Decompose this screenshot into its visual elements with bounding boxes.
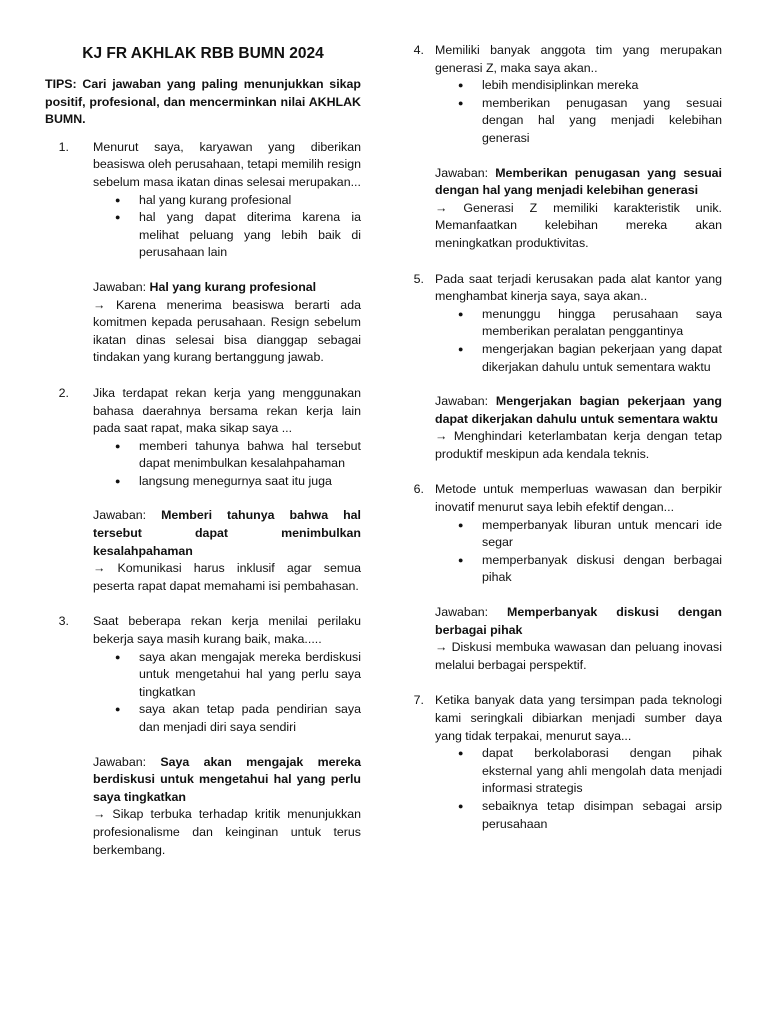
option-item: ● langsung menegurnya saat itu juga	[115, 473, 361, 491]
answer-block	[93, 507, 361, 595]
question-text: Menurut saya, karyawan yang diberikan beasiswa oleh perusahaan, tetapi memilih resign sebelum masa ikatan dinas selesai merupakan...	[93, 139, 361, 189]
bullet-icon: ●	[458, 748, 464, 759]
answer-label: Jawaban:	[93, 508, 147, 523]
answer-text: Memberikan penugasan yang sesuai dengan hal yang menjadi kelebihan generasi	[435, 165, 722, 198]
answer-text: Hal yang kurang profesional	[149, 279, 317, 294]
answer-label: Jawaban:	[435, 165, 489, 180]
question-text: Memiliki banyak anggota tim yang merupakan generasi Z, maka saya akan..	[435, 43, 722, 75]
question-item	[410, 481, 722, 674]
question-item	[45, 139, 361, 367]
answer-block	[435, 604, 722, 674]
answer-explanation: → Sikap terbuka terhadap kritik menunjukkan profesionalisme dan keinginan untuk terus berkembang.	[93, 807, 361, 857]
bullet-icon: ●	[115, 440, 121, 451]
bullet-icon: ●	[115, 651, 121, 662]
option-list	[45, 192, 361, 262]
bullet-icon: ●	[458, 800, 464, 811]
option-item: ● menunggu hingga perusahaan saya memberikan peralatan penggantinya	[458, 306, 722, 341]
option-item: ● mengerjakan bagian pekerjaan yang dapat dikerjakan dahulu untuk sementara waktu	[458, 341, 722, 376]
answer-text: Mengerjakan bagian pekerjaan yang dapat dikerjakan dahulu untuk sementara waktu	[435, 394, 722, 426]
answer-text: Saya akan mengajak mereka berdiskusi untuk mengetahui hal yang perlu saya tingkatkan	[93, 754, 361, 804]
bullet-icon: ●	[115, 475, 121, 486]
question-item	[410, 271, 722, 464]
option-list	[410, 306, 722, 376]
answer-explanation: → Generasi Z memiliki karakteristik unik. Memanfaatkan kelebihan mereka akan meningkatkan produktivitas.	[435, 200, 722, 250]
option-item: ● memberikan penugasan yang sesuai dengan hal yang menjadi kelebihan generasi	[458, 95, 722, 148]
bullet-icon: ●	[458, 554, 464, 565]
question-text: Metode untuk memperluas wawasan dan berpikir inovatif menurut saya lebih efektif dengan...	[435, 482, 722, 515]
question-number: 4.	[413, 43, 424, 57]
option-item: ● lebih mendisiplinkan mereka	[458, 77, 722, 95]
option-item: ● saya akan tetap pada pendirian saya dan menjadi diri saya sendiri	[115, 701, 361, 736]
option-list	[45, 438, 361, 491]
answer-explanation: → Karena menerima beasiswa berarti ada komitmen kepada perusahaan. Resign sebelum ikatan dinas selesai bisa dianggap sebagai tindakan yang kurang bertanggung jawab.	[93, 297, 361, 365]
question-item	[410, 692, 722, 833]
answer-label: Jawaban:	[435, 605, 489, 620]
bullet-icon: ●	[458, 97, 464, 108]
question-number: 1.	[58, 139, 69, 154]
bullet-icon: ●	[458, 80, 464, 91]
option-item: ● dapat berkolaborasi dengan pihak eksternal yang ahli mengolah data menjadi informasi strategis	[458, 745, 722, 798]
answer-explanation: → Komunikasi harus inklusif agar semua peserta rapat dapat memahami isi pembahasan.	[93, 561, 361, 593]
question-text: Saat beberapa rekan kerja menilai perilaku bekerja saya masih kurang baik, maka.....	[93, 614, 361, 647]
bullet-icon: ●	[115, 704, 121, 715]
option-item: ● memberi tahunya bahwa hal tersebut dapat menimbulkan kesalahpahaman	[115, 438, 361, 473]
question-text: Ketika banyak data yang tersimpan pada teknologi kami seringkali dibiarkan menjadi sumber daya yang tidak terpakai, menurut saya...	[435, 693, 722, 743]
left-column	[45, 0, 361, 877]
answer-explanation: → Diskusi membuka wawasan dan peluang inovasi melalui berbagai perspektif.	[435, 640, 722, 672]
question-number: 3.	[58, 614, 69, 629]
bullet-icon: ●	[115, 194, 121, 205]
tips-paragraph: TIPS: Cari jawaban yang paling menunjukkan sikap positif, profesional, dan mencerminkan nilai AKHLAK BUMN.	[45, 77, 361, 127]
question-number: 6.	[413, 482, 424, 497]
answer-block	[93, 279, 361, 367]
option-item: ● memperbanyak liburan untuk mencari ide segar	[458, 517, 722, 552]
question-number: 7.	[413, 693, 424, 708]
option-list	[45, 649, 361, 737]
question-text: Pada saat terjadi kerusakan pada alat kantor yang menghambat kinerja saya, saya akan..	[435, 271, 722, 304]
question-item	[410, 42, 722, 253]
option-list	[410, 745, 722, 833]
question-number: 2.	[58, 385, 69, 400]
page-title: KJ FR AKHLAK RBB BUMN 2024	[82, 45, 324, 62]
answer-block	[93, 754, 361, 860]
answer-text: Memperbanyak diskusi dengan berbagai pihak	[435, 605, 722, 637]
option-item: ● memperbanyak diskusi dengan berbagai pihak	[458, 552, 722, 587]
question-item	[45, 613, 361, 859]
bullet-icon: ●	[458, 519, 464, 530]
answer-label: Jawaban:	[435, 394, 489, 409]
option-list	[410, 77, 722, 147]
option-item: ● sebaiknya tetap disimpan sebagai arsip perusahaan	[458, 798, 722, 833]
bullet-icon: ●	[458, 343, 464, 354]
option-item: ● hal yang dapat diterima karena ia melihat peluang yang lebih baik di perusahaan lain	[115, 209, 361, 262]
question-number: 5.	[413, 271, 424, 286]
bullet-icon: ●	[458, 308, 464, 319]
option-list	[410, 517, 722, 587]
option-item: ● hal yang kurang profesional	[115, 192, 361, 210]
option-item: ● saya akan mengajak mereka berdiskusi untuk mengetahui hal yang perlu saya tingkatkan	[115, 649, 361, 702]
answer-block	[435, 165, 722, 253]
answer-label: Jawaban:	[93, 279, 147, 294]
bullet-icon: ●	[115, 212, 121, 223]
answer-label: Jawaban:	[93, 754, 147, 769]
answer-text: Memberi tahunya bahwa hal tersebut dapat menimbulkan kesalahpahaman	[93, 508, 361, 558]
answer-block	[435, 393, 722, 463]
question-text: Jika terdapat rekan kerja yang menggunakan bahasa daerahnya bersama rekan kerja lain pada saat rapat, maka sikap saya ...	[93, 385, 361, 436]
right-column	[410, 0, 722, 851]
answer-explanation: → Menghindari keterlambatan kerja dengan tetap produktif meskipun ada kendala teknis.	[435, 429, 722, 461]
question-item	[45, 385, 361, 596]
